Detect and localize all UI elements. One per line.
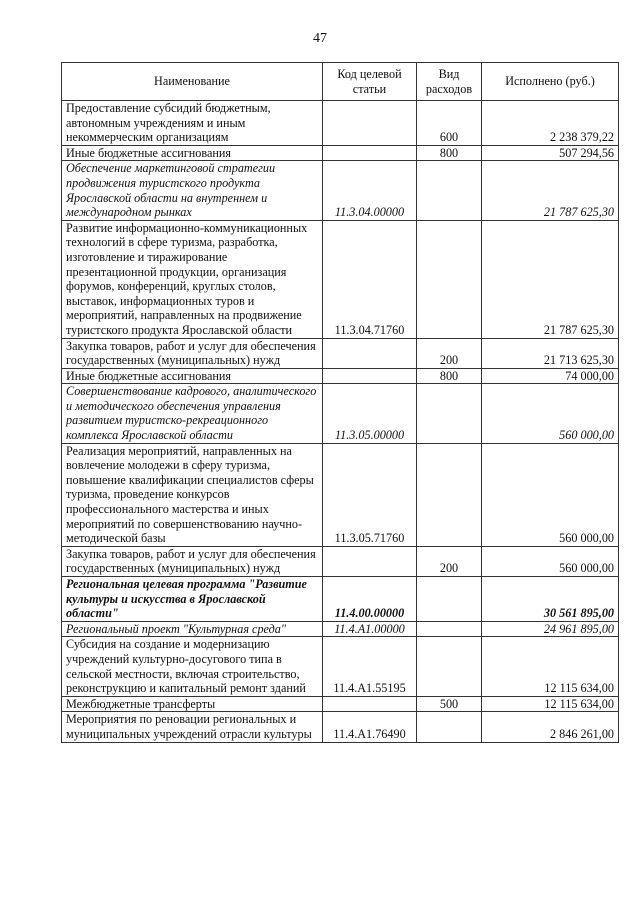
row-amount-cell: 560 000,00 bbox=[482, 546, 619, 576]
table-row bbox=[62, 637, 619, 696]
table-row bbox=[62, 712, 619, 742]
row-name-cell: Иные бюджетные ассигнования bbox=[62, 145, 323, 161]
row-code-cell bbox=[323, 696, 417, 712]
row-amount-cell: 12 115 634,00 bbox=[482, 696, 619, 712]
row-code-cell: 11.4.A1.00000 bbox=[323, 621, 417, 637]
table-row bbox=[62, 696, 619, 712]
row-amount-cell: 21 787 625,30 bbox=[482, 220, 619, 338]
row-type-cell bbox=[417, 637, 482, 696]
row-amount-cell: 507 294,56 bbox=[482, 145, 619, 161]
row-name-cell: Межбюджетные трансферты bbox=[62, 696, 323, 712]
table-row bbox=[62, 161, 619, 220]
row-amount-cell: 12 115 634,00 bbox=[482, 637, 619, 696]
row-amount-cell: 24 961 895,00 bbox=[482, 621, 619, 637]
row-name-cell: Предоставление субсидий бюджетным, автономным учреждениям и иным некоммерческим организациям bbox=[62, 101, 323, 146]
row-name-cell: Совершенствование кадрового, аналитического и методического обеспечения управления развитием туристско-рекреационного комплекса Ярославской области bbox=[62, 384, 323, 443]
row-name-cell: Региональная целевая программа "Развитие культуры и искусства в Ярославской области" bbox=[62, 577, 323, 622]
row-name-cell: Закупка товаров, работ и услуг для обеспечения государственных (муниципальных) нужд bbox=[62, 546, 323, 576]
row-type-cell: 800 bbox=[417, 145, 482, 161]
row-name-cell: Закупка товаров, работ и услуг для обеспечения государственных (муниципальных) нужд bbox=[62, 338, 323, 368]
row-amount-cell: 21 787 625,30 bbox=[482, 161, 619, 220]
header-amount: Исполнено (руб.) bbox=[482, 63, 619, 101]
table-row bbox=[62, 384, 619, 443]
row-type-cell bbox=[417, 712, 482, 742]
table-row bbox=[62, 577, 619, 622]
budget-execution-table bbox=[61, 62, 619, 743]
table-row bbox=[62, 145, 619, 161]
table-header-row bbox=[62, 63, 619, 101]
row-name-cell: Иные бюджетные ассигнования bbox=[62, 368, 323, 384]
row-code-cell bbox=[323, 338, 417, 368]
row-name-cell: Обеспечение маркетинговой стратегии продвижения туристского продукта Ярославской области на внутреннем и международном рынках bbox=[62, 161, 323, 220]
row-amount-cell: 560 000,00 bbox=[482, 443, 619, 546]
row-code-cell bbox=[323, 145, 417, 161]
row-amount-cell: 21 713 625,30 bbox=[482, 338, 619, 368]
row-code-cell: 11.4.A1.55195 bbox=[323, 637, 417, 696]
table-row bbox=[62, 368, 619, 384]
row-type-cell bbox=[417, 577, 482, 622]
row-name-cell: Субсидия на создание и модернизацию учреждений культурно-досугового типа в сельской местности, включая строительство, реконструкцию и капитальный ремонт зданий bbox=[62, 637, 323, 696]
row-type-cell bbox=[417, 621, 482, 637]
row-code-cell: 11.4.00.00000 bbox=[323, 577, 417, 622]
row-code-cell bbox=[323, 368, 417, 384]
row-name-cell: Реализация мероприятий, направленных на вовлечение молодежи в сферу туризма, повышение квалификации специалистов сферы туризма, проведение конкурсов профессионального мастерства и иных мероприятий по совершенствованию научно-методической базы bbox=[62, 443, 323, 546]
row-amount-cell: 560 000,00 bbox=[482, 384, 619, 443]
row-code-cell: 11.3.04.00000 bbox=[323, 161, 417, 220]
table-row bbox=[62, 338, 619, 368]
table-row bbox=[62, 101, 619, 146]
row-type-cell: 600 bbox=[417, 101, 482, 146]
row-name-cell: Мероприятия по реновации региональных и муниципальных учреждений отрасли культуры bbox=[62, 712, 323, 742]
table-row bbox=[62, 443, 619, 546]
row-type-cell: 200 bbox=[417, 546, 482, 576]
table-row bbox=[62, 546, 619, 576]
row-type-cell bbox=[417, 220, 482, 338]
table-row bbox=[62, 220, 619, 338]
row-code-cell: 11.3.04.71760 bbox=[323, 220, 417, 338]
table-body bbox=[62, 101, 619, 743]
row-code-cell: 11.4.A1.76490 bbox=[323, 712, 417, 742]
row-type-cell bbox=[417, 384, 482, 443]
row-type-cell: 800 bbox=[417, 368, 482, 384]
row-code-cell bbox=[323, 546, 417, 576]
row-type-cell bbox=[417, 443, 482, 546]
row-code-cell: 11.3.05.00000 bbox=[323, 384, 417, 443]
row-type-cell: 500 bbox=[417, 696, 482, 712]
header-type: Вид расходов bbox=[417, 63, 482, 101]
row-type-cell: 200 bbox=[417, 338, 482, 368]
page-number: 47 bbox=[313, 31, 327, 46]
row-name-cell: Развитие информационно-коммуникационных технологий в сфере туризма, разработка, изготовление и тиражирование презентационной продукции, организация форумов, конференций, круглых столов, выставок, информационных туров и мероприятий, направленных на продвижение туристского продукта Ярославской области bbox=[62, 220, 323, 338]
row-amount-cell: 2 238 379,22 bbox=[482, 101, 619, 146]
row-code-cell bbox=[323, 101, 417, 146]
row-amount-cell: 2 846 261,00 bbox=[482, 712, 619, 742]
header-name: Наименование bbox=[62, 63, 323, 101]
row-amount-cell: 74 000,00 bbox=[482, 368, 619, 384]
row-amount-cell: 30 561 895,00 bbox=[482, 577, 619, 622]
row-code-cell: 11.3.05.71760 bbox=[323, 443, 417, 546]
row-type-cell bbox=[417, 161, 482, 220]
header-code: Код целевой статьи bbox=[323, 63, 417, 101]
row-name-cell: Региональный проект "Культурная среда" bbox=[62, 621, 323, 637]
table-row bbox=[62, 621, 619, 637]
